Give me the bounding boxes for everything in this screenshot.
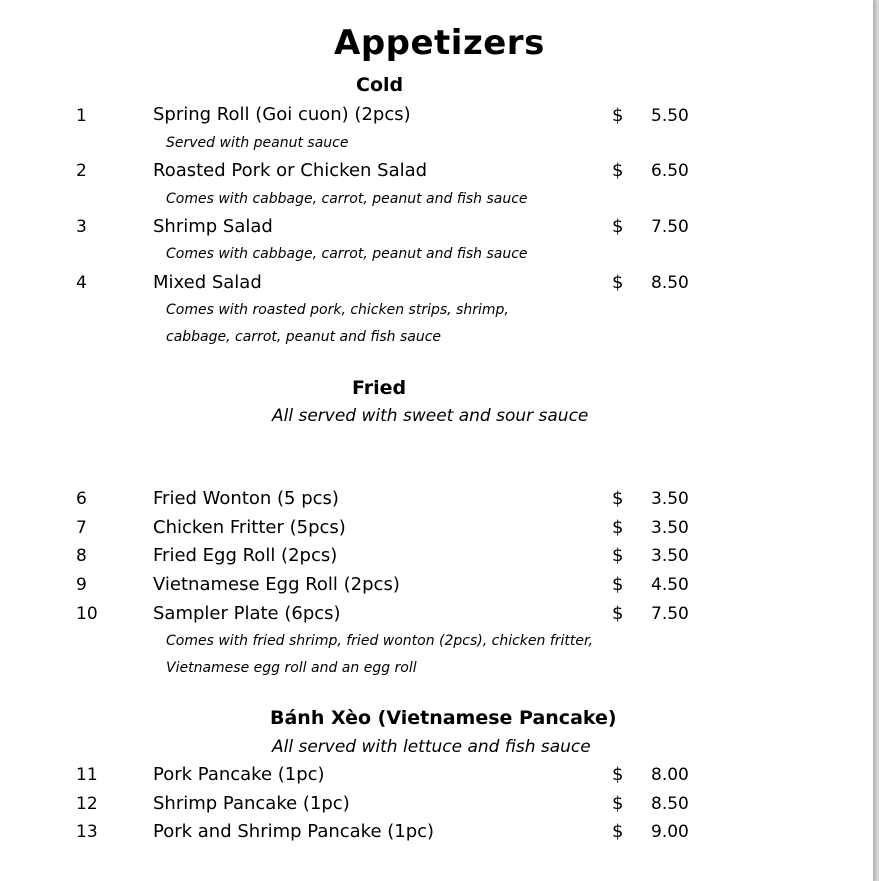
item-currency: $ (612, 105, 624, 126)
item-price: 9.00 (651, 822, 689, 842)
item-number: 9 (76, 575, 87, 595)
item-description: Vietnamese egg roll and an egg roll (166, 660, 417, 676)
item-name: Shrimp Pancake (1pc) (153, 793, 350, 814)
item-currency: $ (612, 574, 624, 595)
item-currency: $ (612, 603, 624, 624)
item-number: 8 (76, 546, 87, 566)
item-number: 7 (76, 518, 87, 538)
item-name: Fried Egg Roll (2pcs) (153, 545, 338, 566)
item-name: Vietnamese Egg Roll (2pcs) (153, 574, 400, 595)
item-name: Chicken Fritter (5pcs) (153, 517, 346, 538)
item-description: Served with peanut sauce (166, 135, 349, 151)
item-number: 1 (76, 106, 87, 126)
item-price: 3.50 (651, 546, 689, 566)
item-currency: $ (612, 821, 624, 842)
item-currency: $ (612, 793, 624, 814)
item-number: 11 (76, 765, 98, 785)
item-number: 6 (76, 489, 87, 509)
item-number: 2 (76, 161, 87, 181)
item-number: 10 (76, 604, 98, 624)
item-name: Spring Roll (Goi cuon) (2pcs) (153, 104, 411, 125)
item-price: 8.00 (651, 765, 689, 785)
item-name: Roasted Pork or Chicken Salad (153, 160, 428, 181)
item-price: 6.50 (651, 161, 689, 181)
item-description: Comes with fried shrimp, fried wonton (2pcs), chicken fritter, (166, 633, 593, 649)
item-price: 3.50 (651, 489, 689, 509)
section-note-banh-xeo: All served with lettuce and fish sauce (272, 737, 591, 757)
item-currency: $ (612, 764, 624, 785)
item-price: 7.50 (651, 217, 689, 237)
page-title: Appetizers (334, 23, 545, 63)
item-price: 7.50 (651, 604, 689, 624)
item-currency: $ (612, 160, 624, 181)
item-currency: $ (612, 545, 624, 566)
item-name: Pork Pancake (1pc) (153, 764, 325, 785)
item-name: Pork and Shrimp Pancake (1pc) (153, 821, 435, 842)
item-description: cabbage, carrot, peanut and fish sauce (166, 329, 442, 345)
item-description: Comes with cabbage, carrot, peanut and fish sauce (166, 191, 528, 207)
item-currency: $ (612, 216, 624, 237)
section-heading-fried: Fried (352, 377, 407, 399)
item-number: 12 (76, 794, 98, 814)
item-name: Fried Wonton (5 pcs) (153, 488, 339, 509)
item-description: Comes with cabbage, carrot, peanut and fish sauce (166, 246, 528, 262)
item-number: 13 (76, 822, 98, 842)
item-description: Comes with roasted pork, chicken strips, shrimp, (166, 302, 509, 318)
item-price: 8.50 (651, 273, 689, 293)
item-price: 8.50 (651, 794, 689, 814)
item-price: 4.50 (651, 575, 689, 595)
item-currency: $ (612, 488, 624, 509)
section-heading-banh-xeo: Bánh Xèo (Vietnamese Pancake) (270, 707, 617, 729)
item-currency: $ (612, 272, 624, 293)
item-number: 3 (76, 217, 87, 237)
item-price: 3.50 (651, 518, 689, 538)
item-price: 5.50 (651, 106, 689, 126)
section-heading-cold: Cold (356, 74, 404, 96)
item-name: Mixed Salad (153, 272, 262, 293)
item-name: Sampler Plate (6pcs) (153, 603, 341, 624)
item-currency: $ (612, 517, 624, 538)
item-number: 4 (76, 273, 87, 293)
item-name: Shrimp Salad (153, 216, 273, 237)
section-note-fried: All served with sweet and sour sauce (272, 406, 589, 426)
